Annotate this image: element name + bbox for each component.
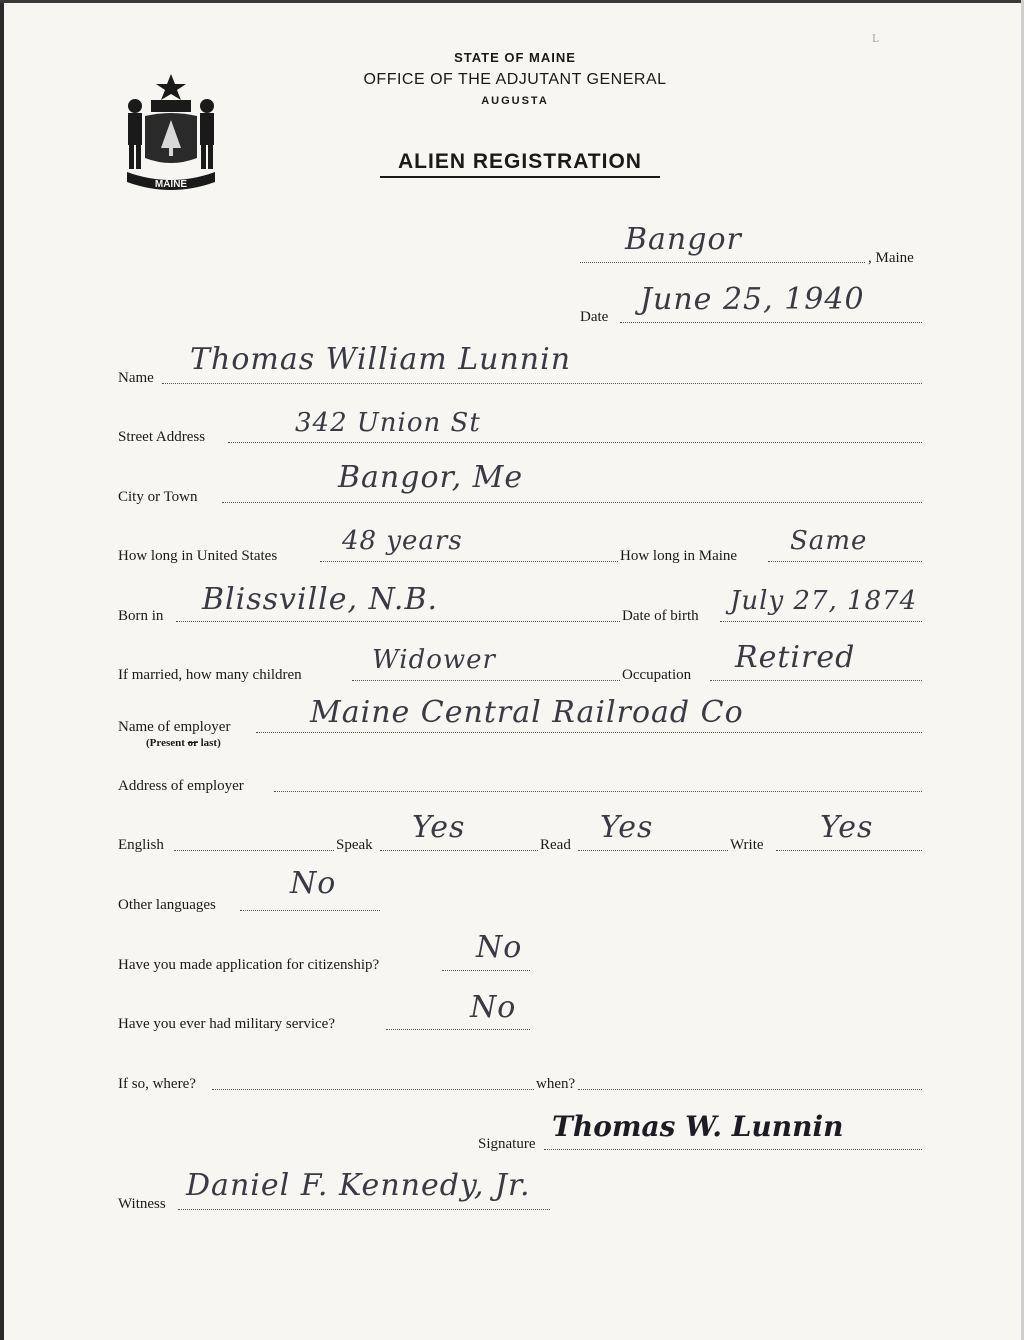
name-value: Thomas William Lunnin <box>190 342 572 377</box>
employer-sub-present: Present <box>149 737 185 749</box>
signature-label: Signature <box>478 1136 536 1152</box>
how-long-maine-label: How long in Maine <box>620 548 738 564</box>
speak-value: Yes <box>412 810 466 845</box>
how-long-us-line <box>320 561 618 562</box>
street-address-line <box>228 442 922 443</box>
scan-edge-left <box>0 0 4 1340</box>
how-long-us-value: 48 years <box>342 526 463 556</box>
how-long-maine-line <box>768 561 922 562</box>
occupation-line <box>710 680 922 681</box>
employer-sub-last: last) <box>200 737 221 749</box>
military-value: No <box>470 990 517 1025</box>
corner-mark: L <box>872 34 879 45</box>
employer-address-line <box>274 791 922 792</box>
when-line <box>578 1089 922 1090</box>
witness-value: Daniel F. Kennedy, Jr. <box>186 1168 531 1203</box>
when-label: when? <box>536 1076 576 1092</box>
document-title: ALIEN REGISTRATION <box>380 150 660 178</box>
born-in-value: Blissville, N.B. <box>202 582 439 617</box>
date-label: Date <box>580 309 609 325</box>
header-state: STATE OF MAINE <box>454 50 576 65</box>
citizenship-label: Have you made application for citizenship? <box>118 957 380 973</box>
employer-sub-prefix: ( <box>146 737 150 749</box>
witness-line <box>178 1209 550 1210</box>
seal-text: MAINE <box>154 179 188 190</box>
signature-line <box>544 1149 922 1150</box>
how-long-maine-value: Same <box>790 526 868 556</box>
witness-label: Witness <box>118 1196 166 1212</box>
scan-edge-top <box>0 0 1024 3</box>
header-office: OFFICE OF THE ADJUTANT GENERAL <box>363 71 667 88</box>
city-line <box>222 502 922 503</box>
citizenship-value: No <box>476 930 523 965</box>
city-label: City or Town <box>118 489 198 505</box>
write-label: Write <box>730 837 764 853</box>
place-suffix: , Maine <box>868 250 914 266</box>
write-value: Yes <box>820 810 874 845</box>
write-line <box>776 850 922 851</box>
name-label: Name <box>118 370 154 386</box>
occupation-label: Occupation <box>622 667 692 683</box>
born-in-line <box>176 621 620 622</box>
children-line <box>352 680 620 681</box>
employer-value: Maine Central Railroad Co <box>310 695 744 730</box>
speak-label: Speak <box>336 837 373 853</box>
citizenship-line <box>442 970 530 971</box>
english-label: English <box>118 837 164 853</box>
street-address-value: 342 Union St <box>295 408 481 438</box>
speak-line <box>380 850 538 851</box>
born-in-label: Born in <box>118 608 164 624</box>
employer-label: Name of employer <box>118 719 231 735</box>
employer-sub-or: or <box>187 737 198 749</box>
where-line <box>212 1089 534 1090</box>
street-address-label: Street Address <box>118 429 206 445</box>
date-of-birth-line <box>720 621 922 622</box>
place-line <box>580 262 865 263</box>
employer-sublabel <box>146 737 221 749</box>
signature-value: Thomas W. Lunnin <box>552 1110 844 1143</box>
header-city: AUGUSTA <box>481 95 549 107</box>
maine-state-seal-icon <box>115 70 227 195</box>
read-label: Read <box>540 837 571 853</box>
children-label: If married, how many children <box>118 667 302 683</box>
children-value: Widower <box>372 645 496 675</box>
date-of-birth-value: July 27, 1874 <box>730 586 918 616</box>
name-line <box>162 383 922 384</box>
read-line <box>578 850 728 851</box>
other-languages-line <box>240 910 380 911</box>
date-line <box>620 322 922 323</box>
employer-line <box>256 732 922 733</box>
english-line <box>174 850 334 851</box>
other-languages-value: No <box>290 866 337 901</box>
military-line <box>386 1029 530 1030</box>
military-label: Have you ever had military service? <box>118 1016 335 1032</box>
employer-address-label: Address of employer <box>118 778 244 794</box>
occupation-value: Retired <box>735 640 856 675</box>
place-value: Bangor <box>625 222 742 257</box>
document-header <box>330 50 700 107</box>
where-label: If so, where? <box>118 1076 196 1092</box>
how-long-us-label: How long in United States <box>118 548 278 564</box>
read-value: Yes <box>600 810 654 845</box>
date-value: June 25, 1940 <box>640 282 865 317</box>
city-value: Bangor, Me <box>338 460 524 495</box>
date-of-birth-label: Date of birth <box>622 608 699 624</box>
other-languages-label: Other languages <box>118 897 216 913</box>
